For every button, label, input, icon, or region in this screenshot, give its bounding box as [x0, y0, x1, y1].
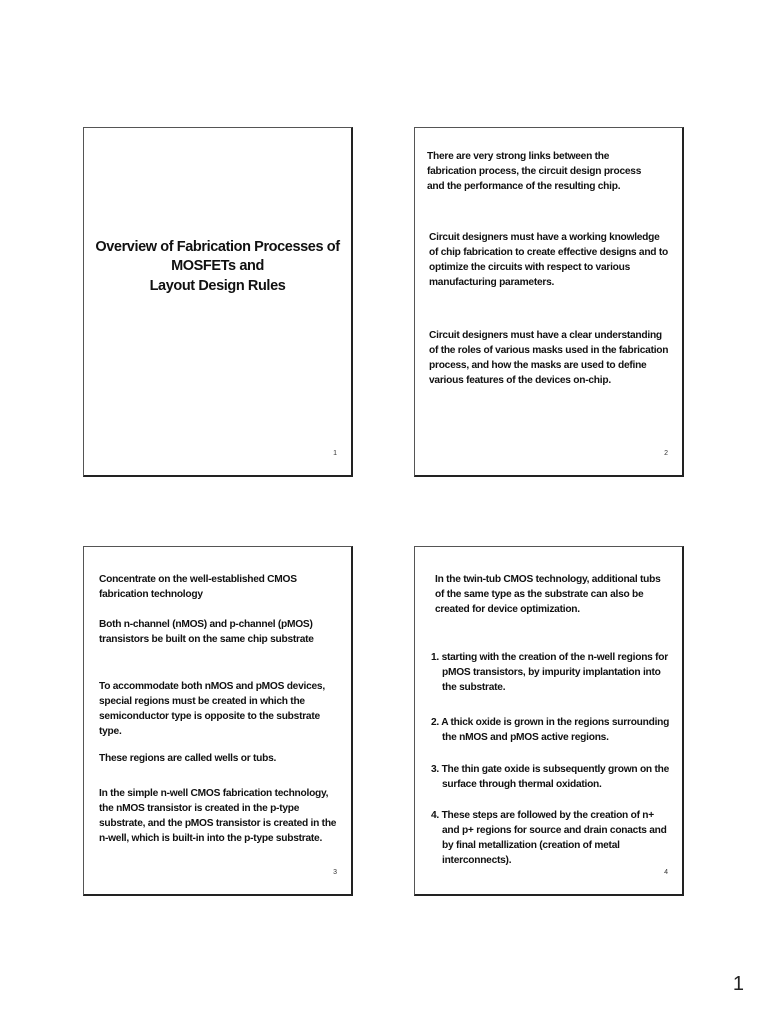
slide-1 [83, 127, 353, 477]
slide-3-paragraph-3: To accommodate both nMOS and pMOS devices, special regions must be created in which the semiconductor type is opposite to the substrate type. [99, 681, 325, 737]
slide-2-paragraph-1: There are very strong links between the fabrication process, the circuit design process and the performance of the resulting chip. [427, 151, 642, 192]
slide-4 [414, 546, 684, 896]
slide-4-step-1: 1. starting with the creation of the n-well regions for pMOS transistors, by impurity implantation into the substrate. [431, 652, 668, 693]
slide-2 [414, 127, 684, 477]
slide-4-step-4: 4. These steps are followed by the creation of n+ and p+ regions for source and drain conacts and by final metallization (creation of metal interconnects). [431, 810, 667, 866]
slide-3-paragraph-4: These regions are called wells or tubs. [99, 753, 277, 764]
slide-3-paragraph-1: Concentrate on the well-established CMOS fabrication technology [99, 574, 297, 600]
slide-2-paragraph-2: Circuit designers must have a working knowledge of chip fabrication to create effective designs and to optimize the circuits with respect to various manufacturing parameters. [429, 232, 668, 288]
slide-3-paragraph-5: In the simple n-well CMOS fabrication technology, the nMOS transistor is created in the p-type substrate, and the pMOS transistor is created in the n-well, which is built-in into the p-type substrate. [99, 788, 337, 844]
slide-1-number: 1 [333, 450, 337, 457]
slide-2-paragraph-3: Circuit designers must have a clear understanding of the roles of various masks used in the fabrication process, and how the masks are used to define various features of the devices on-chip. [429, 330, 669, 386]
page-number: 1 [732, 973, 744, 995]
slide-1-title-line-3: Layout Design Rules [149, 277, 286, 294]
slide-1-title-line-1: Overview of Fabrication Processes of [95, 239, 340, 255]
slide-3-paragraph-2: Both n-channel (nMOS) and p-channel (pMOS) transistors be built on the same chip substrate [99, 619, 314, 645]
slide-3-number: 3 [333, 869, 337, 876]
slide-3 [83, 546, 353, 896]
slide-2-number: 2 [664, 450, 668, 457]
slide-1-title-line-2: MOSFETs and [171, 258, 264, 275]
slide-4-step-3: 3. The thin gate oxide is subsequently grown on the surface through thermal oxidation. [431, 764, 670, 790]
slide-4-number: 4 [664, 869, 668, 876]
slide-4-intro: In the twin-tub CMOS technology, additional tubs of the same type as the substrate can also be created for device optimization. [435, 574, 661, 615]
slide-1-title [94, 238, 341, 296]
slide-4-step-2: 2. A thick oxide is grown in the regions surrounding the nMOS and pMOS active regions. [431, 717, 670, 743]
